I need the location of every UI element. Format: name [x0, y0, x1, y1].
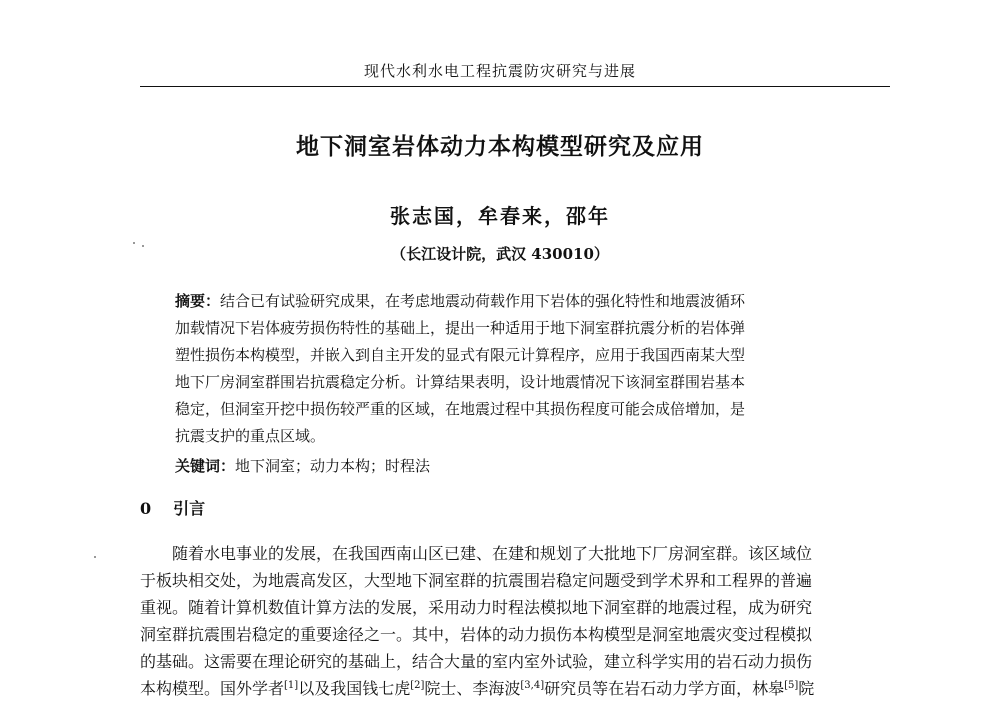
body-line: 的基础。这需要在理论研究的基础上，结合大量的室内室外试验，建立科学实用的岩石动力损伤: [140, 652, 813, 671]
abstract-line: 抗震支护的重点区域。: [175, 427, 326, 445]
body-line: 本构模型。国外学者[1]以及我国钱七虎[2]院士、李海波[3,4]研究员等在岩石动力学方面，林皋[5]院: [140, 679, 815, 698]
abstract-line: 地下厂房洞室群围岩抗震稳定分析。计算结果表明，设计地震情况下该洞室群围岩基本: [175, 373, 746, 391]
affiliation: （长江设计院，武汉 430010）: [391, 245, 609, 263]
body-line: 重视。随着计算机数值计算方法的发展，采用动力时程法模拟地下洞室群的地震过程，成为研究: [140, 598, 813, 617]
section-number: 0: [140, 499, 152, 518]
body-paragraph: [140, 540, 900, 702]
scan-speck: [133, 242, 135, 244]
authors: 张志国，牟春来，邵年: [390, 204, 610, 228]
running-header: 现代水利水电工程抗震防灾研究与进展: [363, 62, 636, 80]
section-heading: [140, 496, 205, 519]
header-rule: [140, 86, 890, 87]
body-line: 洞室群抗震围岩稳定的重要途径之一。其中，岩体的动力损伤本构模型是洞室地震灾变过程模拟: [140, 625, 813, 644]
body-line: 于板块相交处，为地震高发区，大型地下洞室群的抗震围岩稳定问题受到学术界和工程界的普遍: [140, 571, 813, 590]
citation-ref: [5]: [784, 680, 799, 691]
abstract-line: 加载情况下岩体疲劳损伤特性的基础上，提出一种适用于地下洞室群抗震分析的岩体弹: [175, 319, 746, 337]
citation-ref: [3,4]: [520, 680, 545, 691]
citation-ref: [2]: [410, 680, 425, 691]
scan-speck: [94, 556, 96, 558]
scan-speck: [142, 245, 144, 247]
citation-ref: [1]: [284, 680, 299, 691]
abstract-label: 摘要：: [175, 292, 221, 310]
abstract-line: 稳定，但洞室开挖中损伤较严重的区域，在地震过程中其损伤程度可能会成倍增加，是: [175, 400, 746, 418]
keywords-text: 地下洞室；动力本构；时程法: [235, 457, 431, 475]
section-title: 引言: [173, 499, 206, 518]
keywords: [175, 455, 430, 476]
abstract-line: 塑性损伤本构模型，并嵌入到自主开发的显式有限元计算程序，应用于我国西南某大型: [175, 346, 746, 364]
abstract-line: 摘要：结合已有试验研究成果，在考虑地震动荷载作用下岩体的强化特性和地震波循环: [175, 292, 746, 310]
paper-title: 地下洞室岩体动力本构模型研究及应用: [296, 133, 704, 160]
keywords-label: 关键词：: [175, 457, 236, 475]
abstract: [175, 288, 855, 450]
body-line: 随着水电事业的发展，在我国西南山区已建、在建和规划了大批地下厂房洞室群。该区域位: [172, 544, 813, 563]
